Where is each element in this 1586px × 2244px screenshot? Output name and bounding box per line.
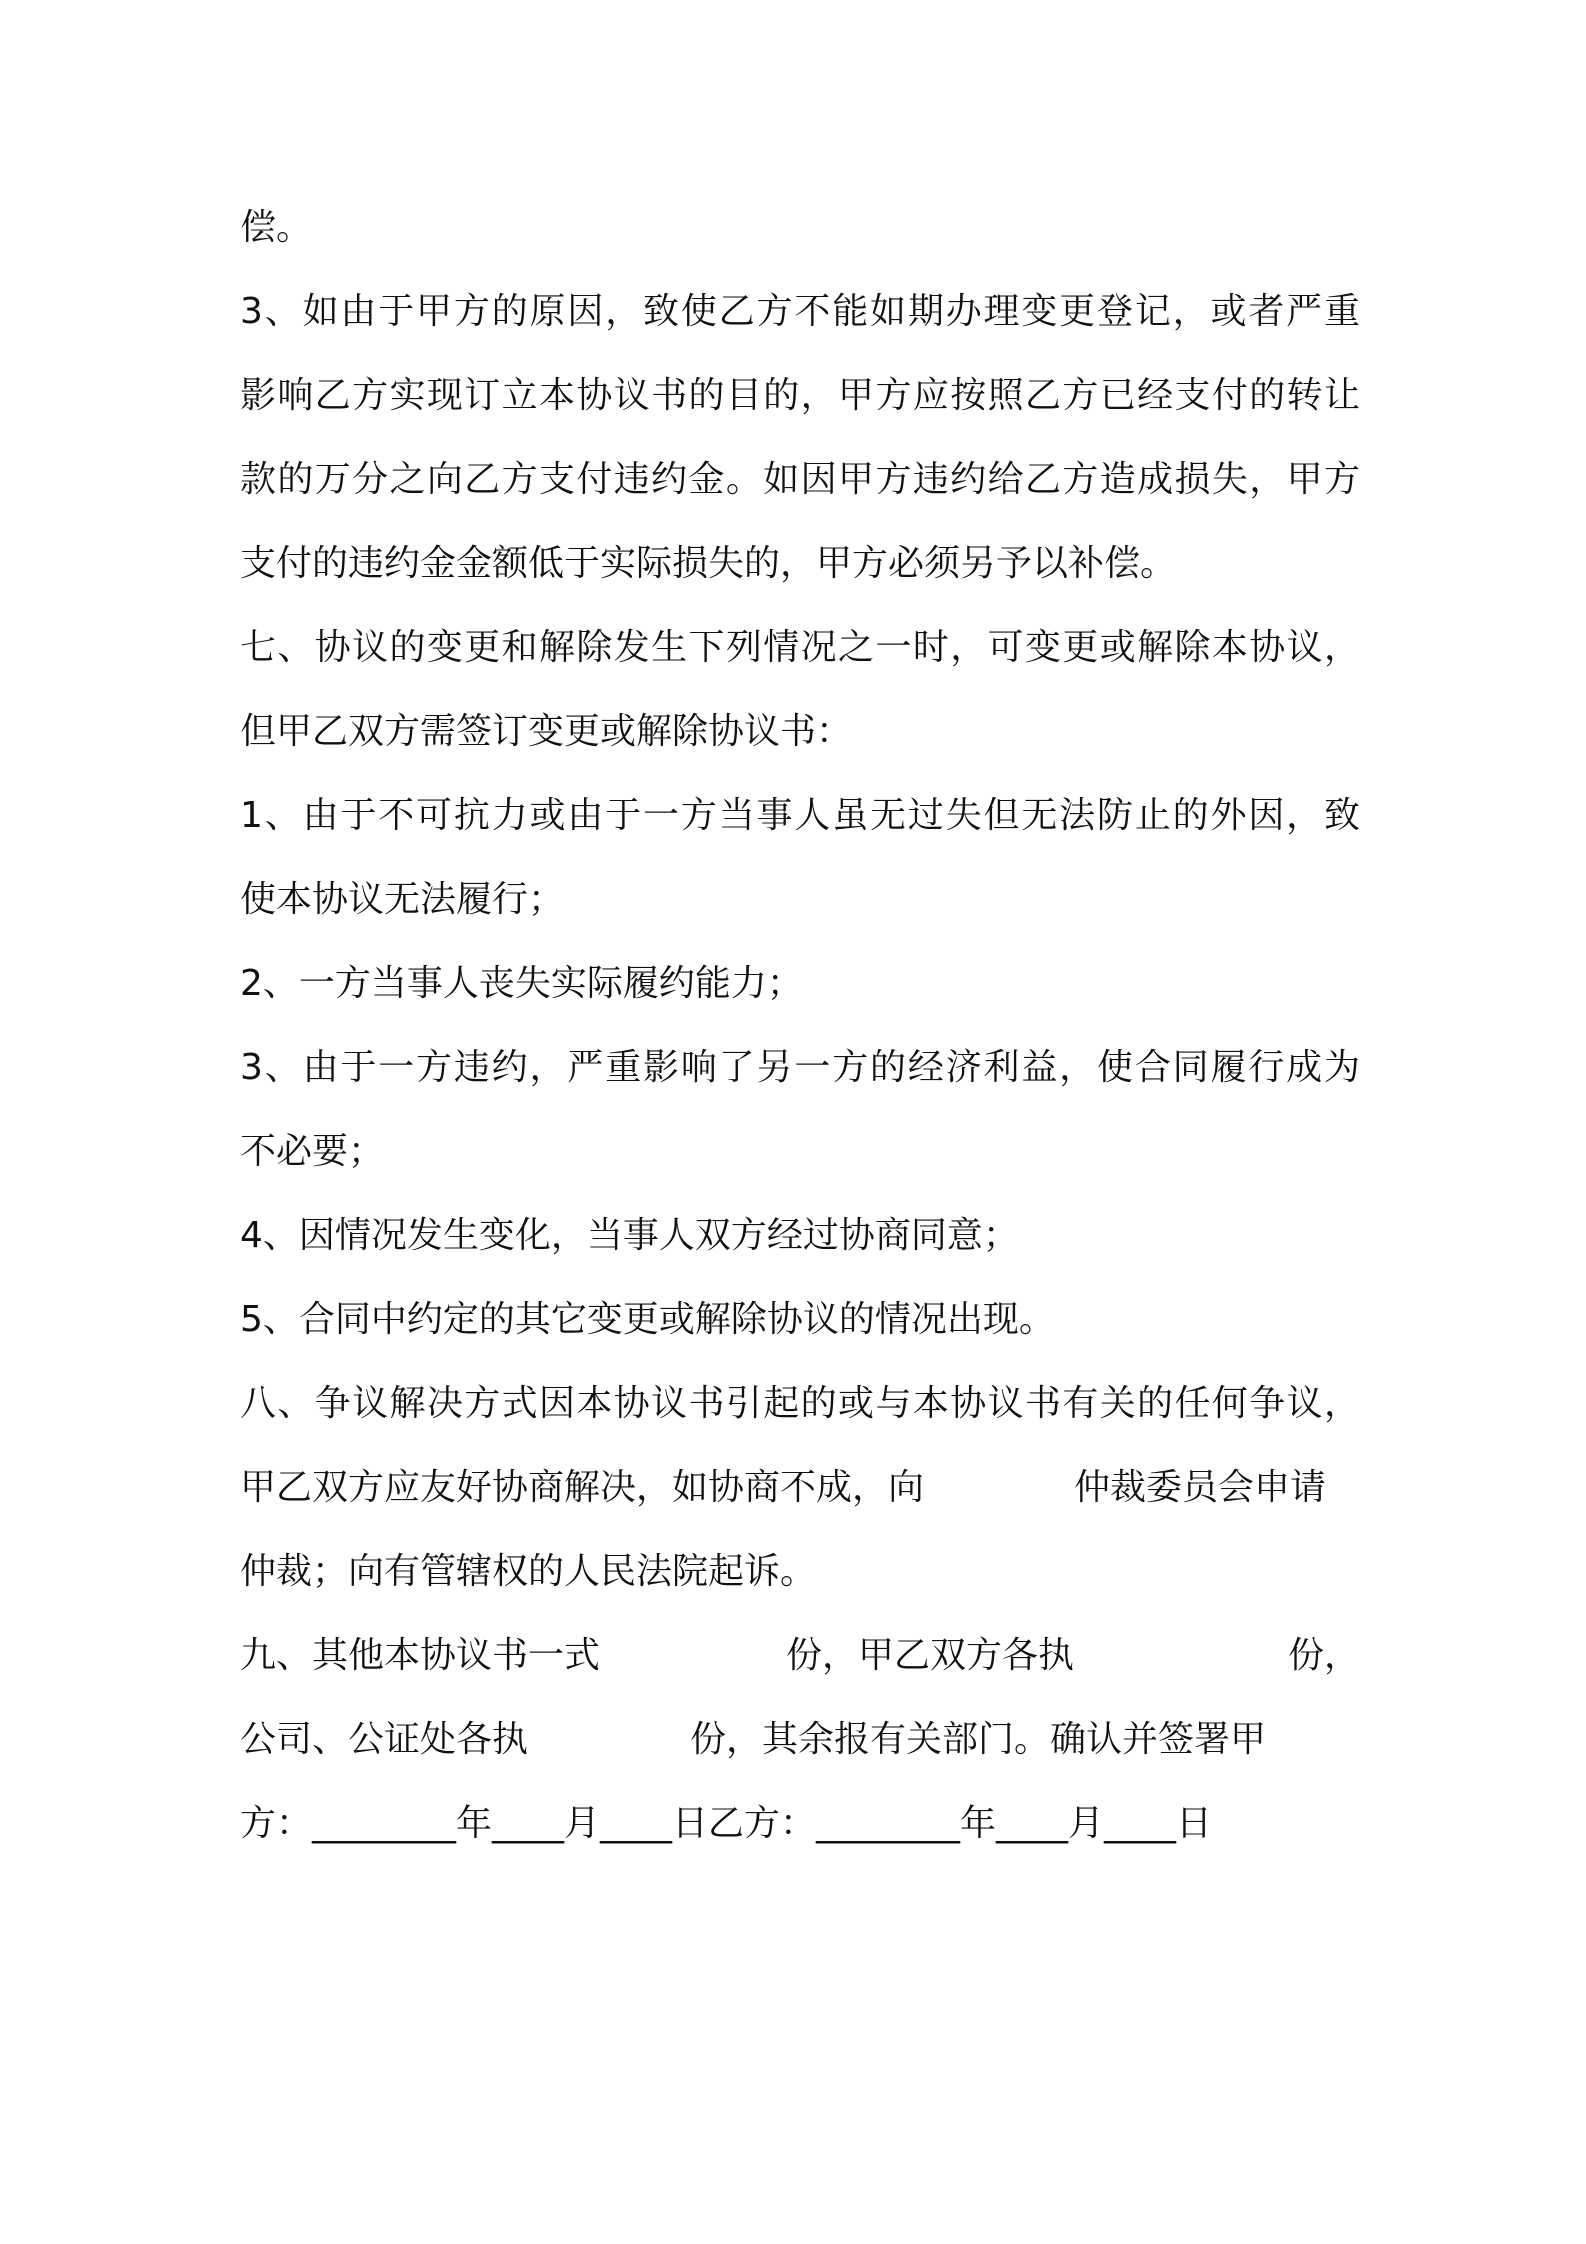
arbitration-line <box>240 1446 1360 1530</box>
list-item-line: 5、合同中约定的其它变更或解除协议的情况出现。 <box>240 1299 1055 1340</box>
paragraph-line: 支付的违约金金额低于实际损失的，甲方必须另予以补偿。 <box>240 543 1177 584</box>
paragraph-line: 仲裁；向有管辖权的人民法院起诉。 <box>240 1551 817 1592</box>
signature-line: 方：________年____月____日乙方：________年____月____日 <box>240 1803 1213 1844</box>
paragraph-line: 但甲乙双方需签订变更或解除协议书： <box>240 711 853 752</box>
notary-line <box>240 1698 1360 1782</box>
paragraph-line: 偿。 <box>240 207 313 248</box>
paragraph-line: 款的万分之向乙方支付违约金。如因甲方违约给乙方造成损失，甲方 <box>240 459 1360 500</box>
section-heading-line: 八、争议解决方式因本协议书引起的或与本协议书有关的任何争议， <box>240 1383 1360 1424</box>
copies-text-a: 九、其他本协议书一式 <box>240 1635 601 1676</box>
paragraph-line: 3、如由于甲方的原因，致使乙方不能如期办理变更登记，或者严重 <box>240 291 1360 332</box>
section-heading-line: 七、协议的变更和解除发生下列情况之一时，可变更或解除本协议， <box>240 627 1360 668</box>
list-item-line: 3、由于一方违约，严重影响了另一方的经济利益，使合同履行成为 <box>240 1047 1360 1088</box>
list-item-line: 使本协议无法履行； <box>240 879 565 920</box>
list-item-line: 4、因情况发生变化，当事人双方经过协商同意； <box>240 1215 1019 1256</box>
list-item-line: 1、由于不可抗力或由于一方当事人虽无过失但无法防止的外因，致 <box>240 795 1360 836</box>
copies-text-c: 份， <box>1287 1635 1360 1676</box>
notary-text-a: 公司、公证处各执 <box>240 1719 529 1760</box>
list-item-line: 不必要； <box>240 1131 385 1172</box>
document-body <box>240 186 1360 1866</box>
arbitration-text-b: 仲裁委员会申请 <box>1074 1467 1327 1508</box>
list-item-line: 2、一方当事人丧失实际履约能力； <box>240 963 803 1004</box>
arbitration-text-a: 甲乙双方应友好协商解决，如协商不成，向 <box>240 1467 925 1508</box>
copies-text-b: 份，甲乙双方各执 <box>786 1635 1075 1676</box>
paragraph-line: 影响乙方实现订立本协议书的目的，甲方应按照乙方已经支付的转让 <box>240 375 1360 416</box>
copies-line <box>240 1614 1360 1698</box>
notary-text-b: 份，其余报有关部门。确认并签署甲 <box>690 1719 1267 1760</box>
